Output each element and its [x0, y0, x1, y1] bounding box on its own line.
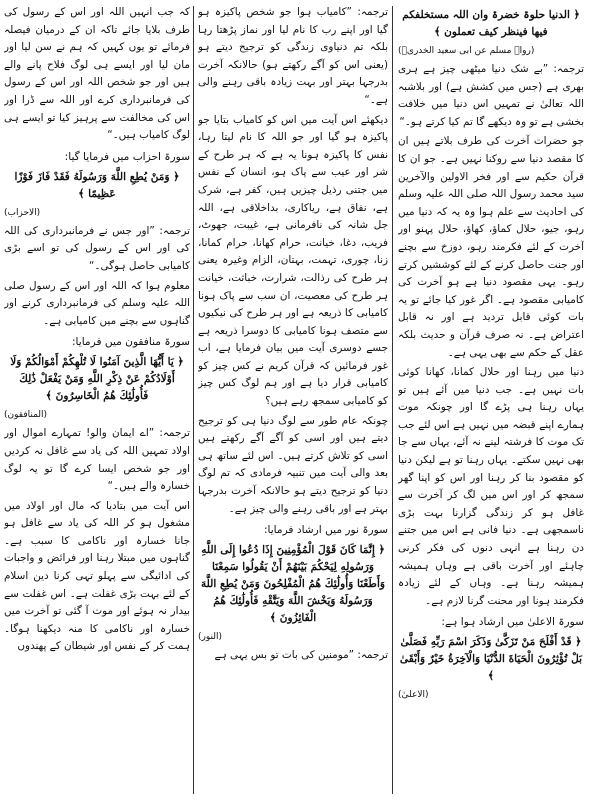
- quran-verse: ﴿ وَمَنْ يُطِعِ اللَّهَ وَرَسُولَهُ فَقَدْ فَازَ فَوْزًا عَظِيمًا ﴾: [14, 170, 180, 200]
- verse-reference: (المنافقون): [4, 410, 48, 421]
- surah-heading: سورۃ الاعلیٰ میں ارشاد ہوا ہے:: [441, 616, 584, 629]
- quran-verse: ﴿ يَا أَيُّهَا الَّذِينَ آمَنُوا لَا تُلْهِكُمْ أَمْوَالُكُمْ وَلَا أَوْلَادُكُمْ عَنْ ذِكْرِ اللَّهِ وَمَنْ يَفْعَلْ ذَٰلِكَ فَأُولَٰئِكَ هُمُ الْخَاسِرُونَ ﴾: [10, 356, 184, 403]
- column-divider: [193, 6, 194, 794]
- verse-reference: (الاحزاب): [4, 207, 41, 218]
- body-paragraph: معلوم ہوا کہ اللہ اور اس کے رسول صلی اللہ علیہ وسلم کی فرمانبرداری کرنے اور گناہوں سے بچنے میں کامیابی ہے۔: [4, 279, 190, 327]
- translation-paragraph: ترجمہ: ”اے ایمان والو! تمہارے اموال اور اولاد تمہیں اللہ کی یاد سے غافل نہ کردیں اور جو شخص ایسا کرے گا تو یہ لوگ خسارہ والے ہیں۔“: [4, 427, 190, 493]
- hadith-arabic: ﴿ الدنیا حلوۃ خضرۃ وان اللہ مستخلفکم فیھا فینظر کیف تعملون ﴾: [402, 9, 580, 38]
- body-paragraph: چونکہ عام طور سے لوگ دنیا ہی کو ترجیح دیتے ہیں اور اسی کو آگے آگے رکھتے ہیں اسی کو تلاش کرتے ہیں۔ اس لئے ساتھ ہی بعد والی آیت میں تنبیہ فرمادی کہ تم لوگ دنیا کو ترجیح دیتے ہو حالانکہ آخرت بدرجہا بہتر ہے اور باقی رہنے والی چیز ہے۔: [198, 414, 388, 515]
- column-left: [4, 4, 190, 796]
- surah-heading: سورۃ نور میں ارشاد فرمایا:: [263, 524, 388, 537]
- body-paragraph: دیکھئے اس آیت میں اس کو کامیاب بتایا جو پاکیزہ ہو گیا اور جو اللہ کا نام لیتا رہا، نفس کا پاکیزہ ہونا یہ ہے کہ ہر طرح کے شر اور عیب سے پاک ہو، انسان کے نفس میں جتنی رذیل چیزیں ہیں، کفر ہے، شرک ہے، نفاق ہے، ریاکاری، بداخلاقی ہے، اللہ جل شانہ کی نافرمانی ہے، غیبت، جھوٹ، فریب، دغا، خیانت، حرام کھانا، حرام کمانا، زنا، چوری، تہمت، بہتان، الزام وغیرہ یعنی ہر طرح کی رذالت، شرارت، خباثت، خیانت ہر طرح کی معصیت، ان سب سے پاک ہونا کامیابی کا ذریعہ ہے اور ہر طرح کی نیکیوں سے متصف ہونا کامیابی کا دوسرا ذریعہ ہے جسے دوسری آیت میں بیان فرمایا ہے، اب غور فرمائیں کہ قرآن کریم نے کس چیز کو کامیابی قرار دیا ہے اور ہم لوگ کس چیز کو کامیابی سمجھ رہے ہیں؟: [198, 113, 388, 408]
- verse-reference: (النور): [198, 632, 222, 643]
- surah-heading: سورۃ احزاب میں فرمایا گیا:: [64, 150, 190, 163]
- quran-verse: ﴿ قَدْ أَفْلَحَ مَنْ تَزَكَّىٰ وَذَكَرَ اسْمَ رَبِّهِ فَصَلَّىٰ بَلْ تُؤْثِرُونَ الْحَيَاةَ الدُّنْيَا وَالْآخِرَةُ خَيْرٌ وَأَبْقَىٰ ﴾: [399, 636, 583, 683]
- column-middle: [198, 4, 388, 796]
- translation-paragraph: ترجمہ: ”بے شک دنیا میٹھی چیز ہے ہری بھری ہے (جس میں کشش ہے) اور بلاشبہ اللہ تعالیٰ نے تمہیں اس دنیا میں خلافت بخشی ہے تو وہ دیکھے گا تم کیا کرتے ہو۔“: [398, 63, 584, 128]
- hadith-reference: (رواہ مسلم عن ابی سعید الخدریؓ): [398, 46, 535, 56]
- verse-reference: (الاعلیٰ): [398, 690, 429, 701]
- translation-paragraph: ترجمہ: ”اور جس نے فرمانبرداری کی اللہ کی اور اس کے رسول کی تو اسے بڑی کامیابی حاصل ہوگی۔“: [4, 224, 190, 272]
- translation-paragraph: ترجمہ: ”مومنین کی بات تو بس یہی ہے: [214, 649, 388, 662]
- body-paragraph: اس آیت میں بتادیا کہ مال اور اولاد میں مشغول ہو کر اللہ کی یاد سے غافل ہو جانا خسارہ اور ناکامی کا سبب ہے۔ گناہوں میں مبتلا رہنا اور فرائض و واجبات کی ادائیگی سے پہلو تہی کرنا دین اسلام کے لئے بہت بڑی غفلت ہے۔ اس غفلت سے بیدار نہ ہوئے اور موت آ گئی تو آخرت میں خسارہ اور ناکامی کا منہ دیکھنا ہوگا۔ ہمت کر کے نفس اور شیطان کے پھندوں: [4, 499, 190, 653]
- quran-verse: ﴿ إِنَّمَا كَانَ قَوْلَ الْمُؤْمِنِينَ إِذَا دُعُوا إِلَى اللَّهِ وَرَسُولِهِ لِيَحْكُمَ بَيْنَهُمْ أَنْ يَقُولُوا سَمِعْنَا وَأَطَعْنَا وَأُولَٰئِكَ هُمُ الْمُفْلِحُونَ وَمَنْ يُطِعِ اللَّهَ وَرَسُولَهُ وَيَخْشَ اللَّهَ وَيَتَّقْهِ فَأُولَٰئِكَ هُمُ الْفَائِزُونَ ﴾: [200, 544, 386, 625]
- body-paragraph: کہ جب انہیں اللہ اور اس کے رسول کی طرف بلایا جائے تاکہ ان کے درمیان فیصلہ فرمائے تو یوں کہیں کہ ہم نے سن لیا اور مان لیا اور ایسے ہی لوگ فلاح پانے والے ہیں اور جو شخص اللہ اور اس کے رسول کی فرمانبرداری کرے اور اللہ سے ڈرا اور اس کی مخالفت سے پرہیز کیا تو ایسے ہی لوگ کامیاب ہیں۔“: [4, 6, 190, 142]
- translation-paragraph: ترجمہ: ”کامیاب ہوا جو شخص پاکیزہ ہو گیا اور اپنے رب کا نام لیا اور نماز پڑھتا رہا بلکہ تم دنیاوی زندگی کو ترجیح دیتے ہو (یعنی اس کو آگے رکھتے ہو) حالانکہ آخرت بدرجہا بہتر اور بہت زیادہ باقی رہنے والی ہے۔“: [198, 6, 388, 106]
- surah-heading: سورۃ منافقون میں فرمایا:: [71, 336, 190, 349]
- body-paragraph: دنیا میں رہنا اور حلال کمانا، کھانا کوئی بات نہیں ہے۔ جب دنیا میں آئے ہیں تو یہاں رہنا ہی پڑے گا اور چونکہ موت ہمارے اپنے قبضہ میں نہیں ہے اس لئے جب تک موت کا فرشتہ لینے نہ آئے، یہاں سے جا بھی نہیں سکتے۔ یہاں رہنا تو ہے لیکن دنیا کو مقصود بنا کر رہنا اور اس کو اپنا گھر سمجھ کر اور اس میں لگ کر آخرت سے غافل ہو کر زندگی گزارنا بہت بڑی ناسمجھی ہے۔ دنیا فانی ہے اس میں جتنے دن رہنا ہے انہی دنوں کی فکر کرنی چاہئے اور آخرت باقی ہے وہاں ہمیشہ ہمیشہ رہنا ہے۔ وہاں کے لئے زیادہ فکرمند ہونا اور محنت گرنا لازم ہے۔: [398, 366, 584, 607]
- column-divider: [392, 6, 393, 794]
- body-paragraph: جو حضرات آخرت کی طرف بلاتے ہیں ان کا مقصد دنیا سے روکنا نہیں ہے۔ جو ان کا قرآن حکیم سے اور فخر الاولین والآخرین سید محمد رسول اللہ صلی اللہ علیہ وسلم کی احادیث سے علم ہوا وہ یہ کہ دنیا میں رہو، جیو، حلال کماؤ، کھاؤ، حلال پہنو اور آخرت کے لئے فکرمند رہو، دوزخ سے بچنے اور جنت حاصل کرنے کے لئے کوششیں کرتے رہو۔ یہی مقصود دنیا ہے ہو آخرت کی کامیابی مقصود ہے۔ اگر غور کیا جائے تو یہ بات کوئی قابل تردید ہے اور نہ قابل اعتراض ہے۔ نہ صرف قرآن و حدیث بلکہ عقل کے حکم سے بھی یہی ہے۔: [398, 135, 584, 359]
- column-right: [398, 4, 584, 796]
